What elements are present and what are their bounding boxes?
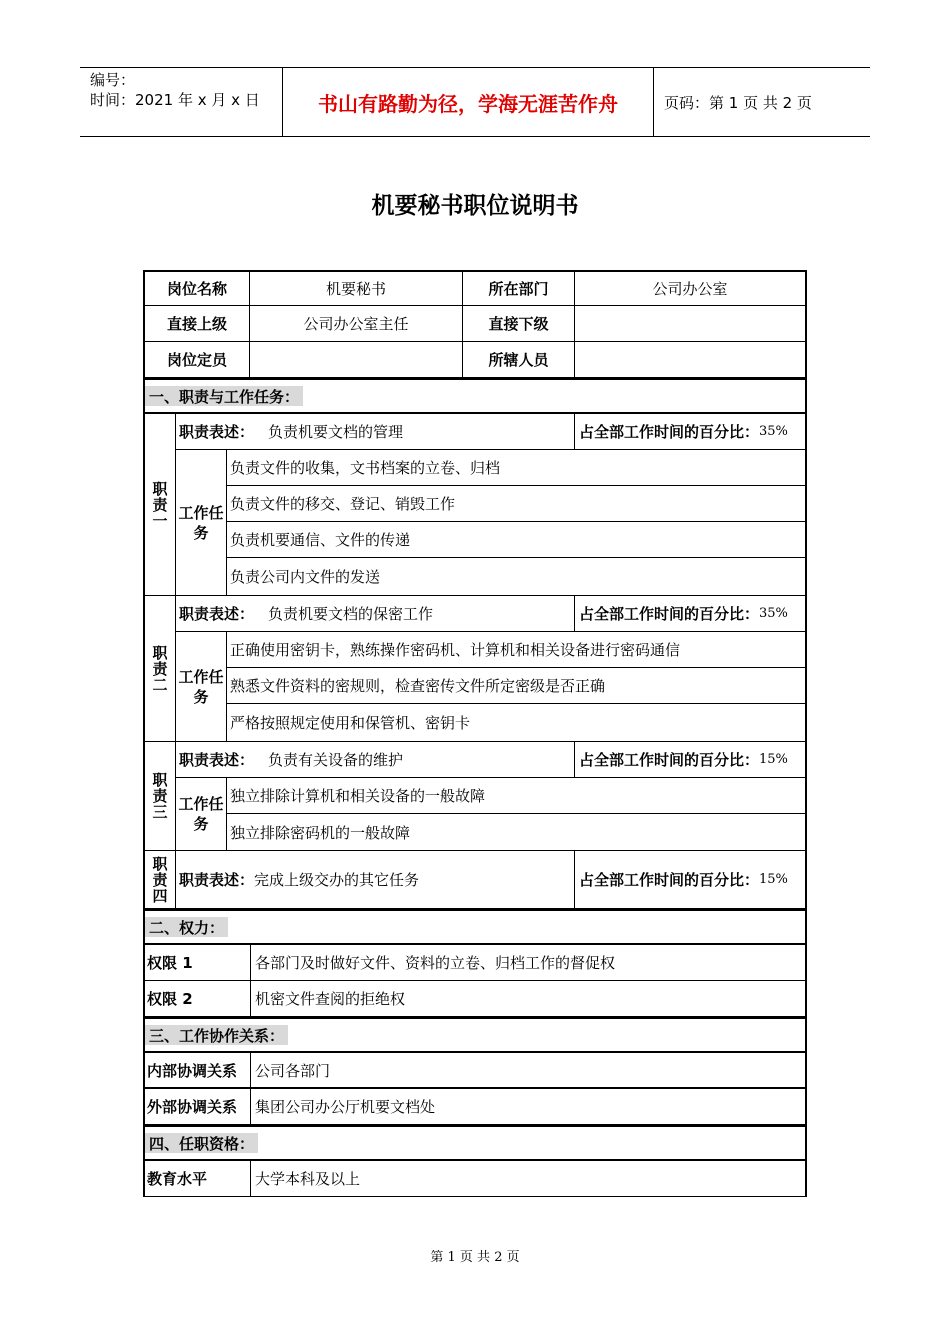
task-item: 熟悉文件资料的密规则，检查密传文件所定密级是否正确 — [227, 668, 805, 704]
task-item: 负责文件的移交、登记、销毁工作 — [227, 486, 805, 522]
section-qualification — [143, 1125, 807, 1161]
page-info: 页码：第 1 页 共 2 页 — [664, 93, 812, 112]
dept-value: 公司办公室 — [652, 280, 728, 298]
duty-group-1 — [143, 414, 807, 596]
page-footer: 第 1 页 共 2 页 — [430, 1250, 520, 1265]
authority-label: 权限 1 — [145, 945, 251, 980]
task-label: 工作任务 — [176, 450, 227, 595]
authority-value: 各部门及时做好文件、资料的立卷、归档工作的督促权 — [255, 954, 616, 972]
section-relations — [143, 1017, 807, 1053]
dept-label: 所在部门 — [463, 272, 575, 305]
duty-label: 职责四 — [145, 851, 176, 908]
section-relations-title: 三、工作协作关系： — [145, 1025, 288, 1045]
duty-percent — [575, 414, 805, 449]
basic-row-1 — [143, 270, 807, 306]
percent-label: 占全部工作时间的百分比： — [579, 605, 760, 623]
duty-percent — [575, 742, 805, 777]
relation-row — [143, 1089, 807, 1125]
relation-value: 公司各部门 — [255, 1061, 331, 1080]
qualification-value: 大学本科及以上 — [255, 1170, 361, 1188]
task-label: 工作任务 — [176, 778, 227, 850]
time-label: 时间：2021 年 x 月 x 日 — [90, 91, 260, 109]
relation-value: 集团公司办公厅机要文档处 — [255, 1098, 436, 1116]
duty-desc-label: 职责表述： — [179, 605, 255, 623]
quota-label: 岗位定员 — [145, 342, 250, 377]
job-description-table — [143, 270, 807, 1197]
superior-label: 直接上级 — [145, 306, 250, 341]
duty-desc-value: 负责机要文档的管理 — [268, 423, 404, 441]
task-label: 工作任务 — [176, 632, 227, 741]
duty-desc-label: 职责表述： — [179, 871, 255, 889]
authority-row — [143, 945, 807, 981]
duty-desc-value: 负责有关设备的维护 — [268, 751, 404, 769]
authority-value: 机密文件查阅的拒绝权 — [255, 990, 406, 1008]
post-name-label: 岗位名称 — [145, 272, 250, 305]
percent-value: 35% — [759, 606, 788, 621]
basic-row-2 — [143, 306, 807, 342]
duty-group-3 — [143, 742, 807, 851]
percent-label: 占全部工作时间的百分比： — [579, 751, 760, 769]
percent-value: 35% — [759, 424, 788, 439]
motto: 书山有路勤为径，学海无涯苦作舟 — [282, 68, 654, 136]
qualification-label: 教育水平 — [145, 1161, 251, 1196]
quota-value — [250, 342, 463, 377]
section-duties — [143, 378, 807, 414]
task-item: 严格按照规定使用和保管机、密钥卡 — [230, 713, 471, 732]
superior-value: 公司办公室主任 — [250, 306, 463, 341]
section-authority — [143, 909, 807, 945]
duty-desc-value: 完成上级交办的其它任务 — [254, 871, 420, 889]
duty-desc — [176, 414, 575, 449]
percent-value: 15% — [759, 752, 788, 767]
duty-percent — [575, 851, 805, 908]
authority-label: 权限 2 — [145, 981, 251, 1016]
duty-desc-label: 职责表述： — [179, 751, 255, 769]
task-item: 负责机要通信、文件的传递 — [227, 522, 805, 558]
task-item: 负责公司内文件的发送 — [230, 567, 381, 586]
post-name-value: 机要秘书 — [250, 272, 463, 305]
duty-label: 职责三 — [145, 742, 176, 850]
duty-desc — [176, 742, 575, 777]
relation-label: 外部协调关系 — [145, 1089, 251, 1124]
percent-label: 占全部工作时间的百分比： — [579, 871, 760, 889]
relation-row — [143, 1053, 807, 1089]
section-qualification-title: 四、任职资格： — [145, 1133, 258, 1153]
task-item: 正确使用密钥卡，熟练操作密码机、计算机和相关设备进行密码通信 — [227, 632, 805, 668]
document-title: 机要秘书职位说明书 — [371, 193, 579, 219]
duty-percent — [575, 596, 805, 631]
duty-group-4 — [143, 851, 807, 909]
duty-desc-label: 职责表述： — [179, 423, 255, 441]
section-authority-title: 二、权力： — [145, 917, 228, 937]
duty-desc-value: 负责机要文档的保密工作 — [268, 605, 434, 623]
staff-value — [575, 342, 805, 377]
authority-row — [143, 981, 807, 1017]
section-duties-title: 一、职责与工作任务： — [145, 386, 303, 406]
duty-label: 职责二 — [145, 596, 176, 741]
page-header — [80, 67, 870, 137]
duty-label: 职责一 — [145, 414, 176, 595]
qualification-row — [143, 1161, 807, 1197]
staff-label: 所辖人员 — [463, 342, 575, 377]
duty-group-2 — [143, 596, 807, 742]
duty-desc — [176, 596, 575, 631]
subordinate-value — [575, 306, 805, 341]
task-item: 负责文件的收集，文书档案的立卷、归档 — [227, 450, 805, 486]
number-label: 编号： — [90, 71, 136, 89]
relation-label: 内部协调关系 — [145, 1053, 251, 1087]
percent-value: 15% — [759, 872, 788, 887]
duty-desc — [176, 851, 575, 908]
header-left — [80, 68, 282, 136]
percent-label: 占全部工作时间的百分比： — [579, 423, 760, 441]
task-item: 独立排除计算机和相关设备的一般故障 — [227, 778, 805, 814]
subordinate-label: 直接下级 — [463, 306, 575, 341]
task-item: 独立排除密码机的一般故障 — [230, 823, 411, 842]
basic-row-3 — [143, 342, 807, 378]
